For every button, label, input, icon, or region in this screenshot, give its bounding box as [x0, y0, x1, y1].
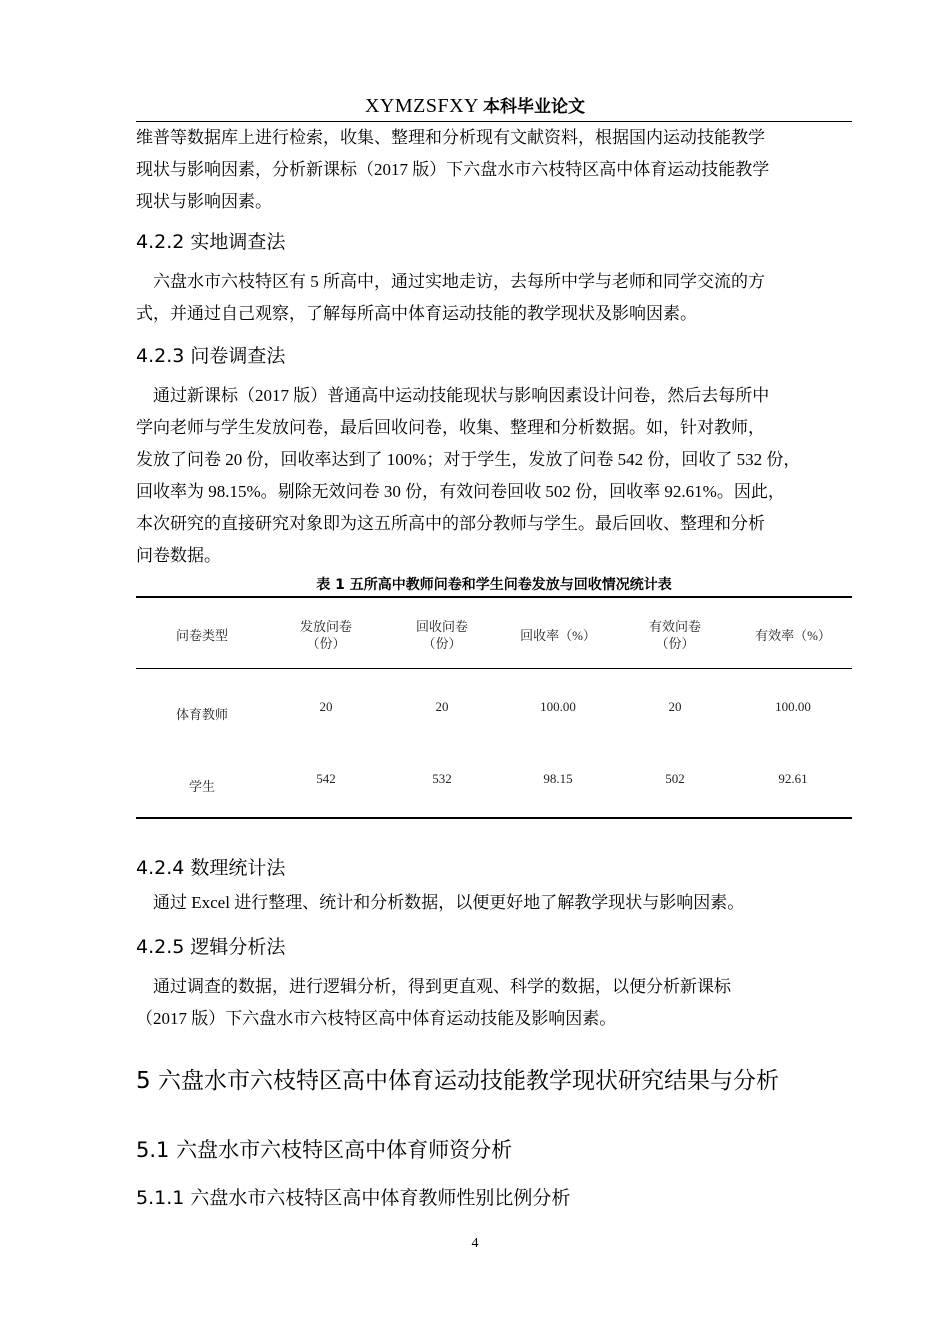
paragraph-line: 维普等数据库上进行检索，收集、整理和分析现有文献资料，根据国内运动技能教学 [136, 128, 765, 147]
table-cell: 体育教师 [175, 707, 228, 722]
heading-4-2-5: 4.2.5 逻辑分析法 [136, 936, 286, 958]
table-cell: 20 [435, 699, 449, 714]
paragraph-line: 现状与影响因素。 [136, 192, 272, 211]
paragraph-line: 本次研究的直接研究对象即为这五所高中的部分教师与学生。最后回收、整理和分析 [136, 514, 765, 533]
table-cell: 20 [319, 699, 333, 714]
paragraph-line: 六盘水市六枝特区有 5 所高中，通过实地走访，去每所中学与老师和同学交流的方 [136, 272, 765, 291]
table-cell: 502 [665, 771, 685, 786]
table-rule [136, 668, 852, 669]
table-cell: 92.61 [778, 771, 808, 786]
table-header-cell: 回收问卷 （份） [415, 619, 468, 651]
paragraph-line: 通过调查的数据，进行逻辑分析，得到更直观、科学的数据，以便分析新课标 [136, 977, 731, 996]
heading-4-2-3: 4.2.3 问卷调查法 [136, 345, 286, 367]
paragraph-line: 现状与影响因素，分析新课标（2017 版）下六盘水市六枝特区高中体育运动技能教学 [136, 160, 770, 179]
header-title: 本科毕业论文 [483, 97, 586, 117]
heading-5-1-1: 5.1.1 六盘水市六枝特区高中体育教师性别比例分析 [136, 1187, 571, 1209]
paragraph-line: 通过新课标（2017 版）普通高中运动技能现状与影响因素设计问卷，然后去每所中 [136, 386, 770, 405]
paragraph-4-2-3 [136, 380, 860, 572]
heading-5-1: 5.1 六盘水市六枝特区高中体育师资分析 [136, 1138, 513, 1162]
table-cell: 532 [432, 771, 452, 786]
chapter-5-heading: 5 六盘水市六枝特区高中体育运动技能教学现状研究结果与分析 [136, 1068, 779, 1094]
heading-4-2-4: 4.2.4 数理统计法 [136, 857, 286, 879]
table-cell: 542 [316, 771, 336, 786]
heading-4-2-2: 4.2.2 实地调查法 [136, 231, 286, 253]
table-cell: 学生 [188, 779, 215, 794]
header-brand: XYMZSFXY [364, 95, 480, 117]
paragraph-line: 问卷数据。 [136, 546, 221, 565]
paragraph-4-2-2 [136, 266, 860, 330]
table-cell: 98.15 [543, 771, 573, 786]
paragraph-line: 发放了问卷 20 份，回收率达到了 100%；对于学生，发放了问卷 542 份，回收了 532 份， [136, 450, 801, 469]
paragraph-line: 回收率为 98.15%。剔除无效问卷 30 份，有效问卷回收 502 份，回收率 92.61%。因此， [136, 482, 785, 501]
paragraph-line: 通过 Excel 进行整理、统计和分析数据，以便更好地了解教学现状与影响因素。 [136, 893, 745, 912]
paragraph-line: 学向老师与学生发放问卷，最后回收问卷，收集、整理和分析数据。如，针对教师， [136, 418, 765, 437]
table-caption: 表 1 五所高中教师问卷和学生问卷发放与回收情况统计表 [316, 577, 672, 593]
table-header-cell: 有效问卷 （份） [648, 619, 701, 651]
table-cell: 100.00 [540, 699, 576, 714]
page-number: 4 [471, 1236, 479, 1251]
table-header-cell: 问卷类型 [175, 628, 228, 643]
paragraph-line: （2017 版）下六盘水市六枝特区高中体育运动技能及影响因素。 [136, 1009, 617, 1028]
paragraph-4-2-5 [136, 971, 860, 1035]
table-header-cell: 有效率（%） [755, 628, 831, 643]
table-cell: 100.00 [775, 699, 811, 714]
running-header [0, 92, 950, 120]
paragraph-line: 式，并通过自己观察，了解每所高中体育运动技能的教学现状及影响因素。 [136, 304, 697, 323]
table-header-cell: 发放问卷 （份） [299, 619, 352, 651]
data-table [136, 596, 852, 819]
table-cell: 20 [668, 699, 682, 714]
table-header-cell: 回收率（%） [520, 628, 596, 643]
paragraph-4-2-4 [136, 887, 860, 919]
intro-paragraph [136, 122, 860, 218]
